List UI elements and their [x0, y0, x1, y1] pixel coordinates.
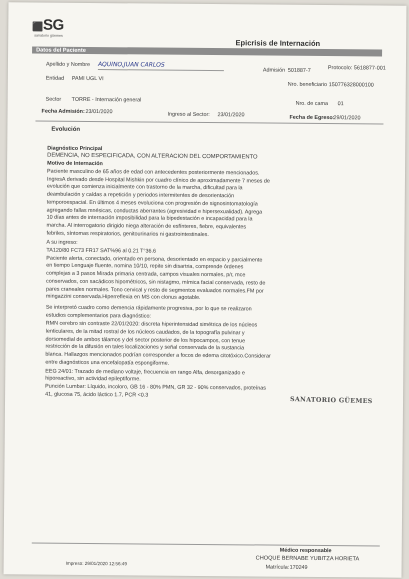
- doctor-heading: Médico responsable: [279, 547, 332, 555]
- entity-value: PAMI UGL VI: [71, 75, 104, 83]
- name-label: Apellido y Nombre: [45, 61, 91, 68]
- logo-subtitle: sanatorio güemes: [34, 33, 63, 38]
- evolution-line: agregando fallas mnésicas, conductas aberrantes (agresividad e hipersexualidad). Agrega: [46, 207, 263, 215]
- admission-value: 501887-7: [287, 67, 311, 74]
- evolution-line: IngresA derivado desde Hospital Mishkin por cuadro clínico de aproximadamente 7 meses de: [46, 176, 270, 185]
- evolution-line: lenticulares, de la mitad rostral de los núcleos caudados, de la topografía pulvinar y: [45, 328, 245, 337]
- evolution-line: conservados, con sacádicos hipométricos, sin nistagmo, mímica facial conservada, resto de: [46, 278, 266, 287]
- evolution-line: 41, glucosa 75, ácido láctico 1.7, PCR <0.3: [45, 391, 149, 399]
- patient-data-bar: Datos del Paciente: [32, 46, 382, 56]
- evolution-line: Punción Lumbar: Líquido, incoloro, GB 16 - 80% PMN, GR 32 - 90% conservados, proteínas: [45, 383, 267, 392]
- document-page: [4, 2, 407, 577]
- evolution-line: 10 días antes de internación imposibilidad para la bipedestación e incapacidad para la: [46, 214, 253, 223]
- evolution-line: evolución que comienza inicialmente con trastorno de la marcha, dificultad para la: [46, 184, 243, 192]
- name-value: AQUINO,JUAN CARLOS: [97, 61, 165, 69]
- protocol-value: 5618877-001: [353, 65, 386, 72]
- evolution-heading: Evolución: [51, 126, 81, 133]
- evolution-line: complejas a 3 pasos Mirada primaria centrada, campos visuales normales, p/r, mce: [46, 270, 246, 279]
- beneficiary-value: 150776328000100: [328, 82, 374, 89]
- sector-entry-label: Ingreso al Sector:: [167, 111, 210, 119]
- evolution-line: blanca. Hallazgos mencionados podrían corresponder a focos de edema citotóxico.Considerar: [45, 351, 271, 360]
- license-label: Matrícula:: [265, 564, 290, 571]
- discharge-value: 29/01/2020: [333, 115, 361, 122]
- discharge-label: Fecha de Egreso:: [289, 114, 335, 122]
- evolution-line: marcha. Al interrogatorio dirigido niega alteración de esfínteres, fiebre, equivalentes: [46, 222, 247, 231]
- evolution-line: Se interpretó cuadro como demencia rápidamente progresiva, por lo que se realizaron: [45, 304, 252, 313]
- sector-label: Sector: [45, 96, 62, 103]
- evolution-line: A su ingreso:: [46, 239, 78, 247]
- evolution-line: hiporeactivo, sin actividad epileptiforme.: [45, 375, 141, 383]
- sector-value: TORRE - Internación general: [71, 96, 142, 104]
- evolution-line: dorsomedial de ambos tálamos y del sector posterior de los hipocampos, con tenue: [45, 336, 246, 345]
- evolution-line: Paciente masculino de 65 años de edad con antecedentes posteriormente mencionados.: [47, 168, 260, 177]
- protocol-label: Protocolo:: [327, 65, 353, 72]
- evolution-line: TA120/80 FC73 FR17 SAT%96 al 0.21 T°36.6: [46, 247, 157, 255]
- evolution-line: Paciente alerta, conectado, orientado en persona, desorientado en espacio y parcialmente: [46, 255, 263, 264]
- evolution-line: pares craneales normales. Tono cervical y resto de segmentos evaluados normales.FM por: [45, 286, 264, 295]
- evolution-line: EEG 24/01: Trazado de mediano voltaje, frecuencia en rango Alfa, desorganizado e: [45, 368, 245, 376]
- diagnosis-heading: Diagnóstico Principal: [47, 145, 103, 153]
- evolution-line: febriles, síntomas respiratorios, genitourinarios ni gastrointestinales.: [46, 230, 209, 238]
- document-title: Epicrisis de Internación: [235, 38, 321, 48]
- evolution-line: temporoespacial. En últimos 4 meses evoluciona con progresión de signosintomatología: [46, 199, 258, 208]
- evolution-line: deambulación y caídas a repetición y periodos intermitentes de desorientación: [46, 191, 235, 200]
- license-value: 170249: [289, 564, 308, 571]
- beneficiary-label: Nro. beneficiario: [287, 81, 328, 89]
- admission-label: Admisión: [262, 67, 286, 74]
- entity-label: Entidad: [45, 75, 65, 82]
- diagnosis-value: DEMENCIA, NO ESPECIFICADA, CON ALTERACION DEL COMPORTAMIENTO: [47, 152, 258, 161]
- evolution-line: entre diagnósticos una encefalopatía espongiforme.: [45, 359, 170, 367]
- admission-date-label: Fecha Admisión:: [41, 108, 85, 115]
- evolution-line: en tiempo Lenguaje fluente, nomina 10/10, repite sin disartria, comprende órdenes: [46, 263, 244, 271]
- sanatorio-logo: ⬛SG: [32, 16, 64, 34]
- bed-value: 01: [337, 101, 344, 108]
- motive-heading: Motivo de Internación: [47, 160, 103, 168]
- evolution-line: RMN cerebro sin contraste 22/01/2020: discreta hiperintensidad simétrica de los núcleos: [45, 320, 258, 329]
- admission-date-value: 23/01/2020: [85, 108, 113, 116]
- bed-label: Nro. de cama: [295, 100, 329, 108]
- printed-timestamp: Impreso: 29/01/2020 12:56:49: [65, 560, 127, 567]
- evolution-line: estudios complementarios para diagnóstico:: [45, 312, 151, 320]
- evolution-line: restricción de la difusión en tales localizaciones y señal conservada de la sustancia: [45, 344, 245, 352]
- sanatorio-stamp: SANATORIO GÜEMES: [290, 396, 374, 406]
- evolution-line: mingazzini conservada.Hiperreflexia en MS con clonus agotable.: [45, 293, 201, 302]
- sector-entry-value: 23/01/2020: [217, 112, 245, 119]
- doctor-name: CHOQUE BERNABE YUBITZA HORIETA: [255, 555, 360, 563]
